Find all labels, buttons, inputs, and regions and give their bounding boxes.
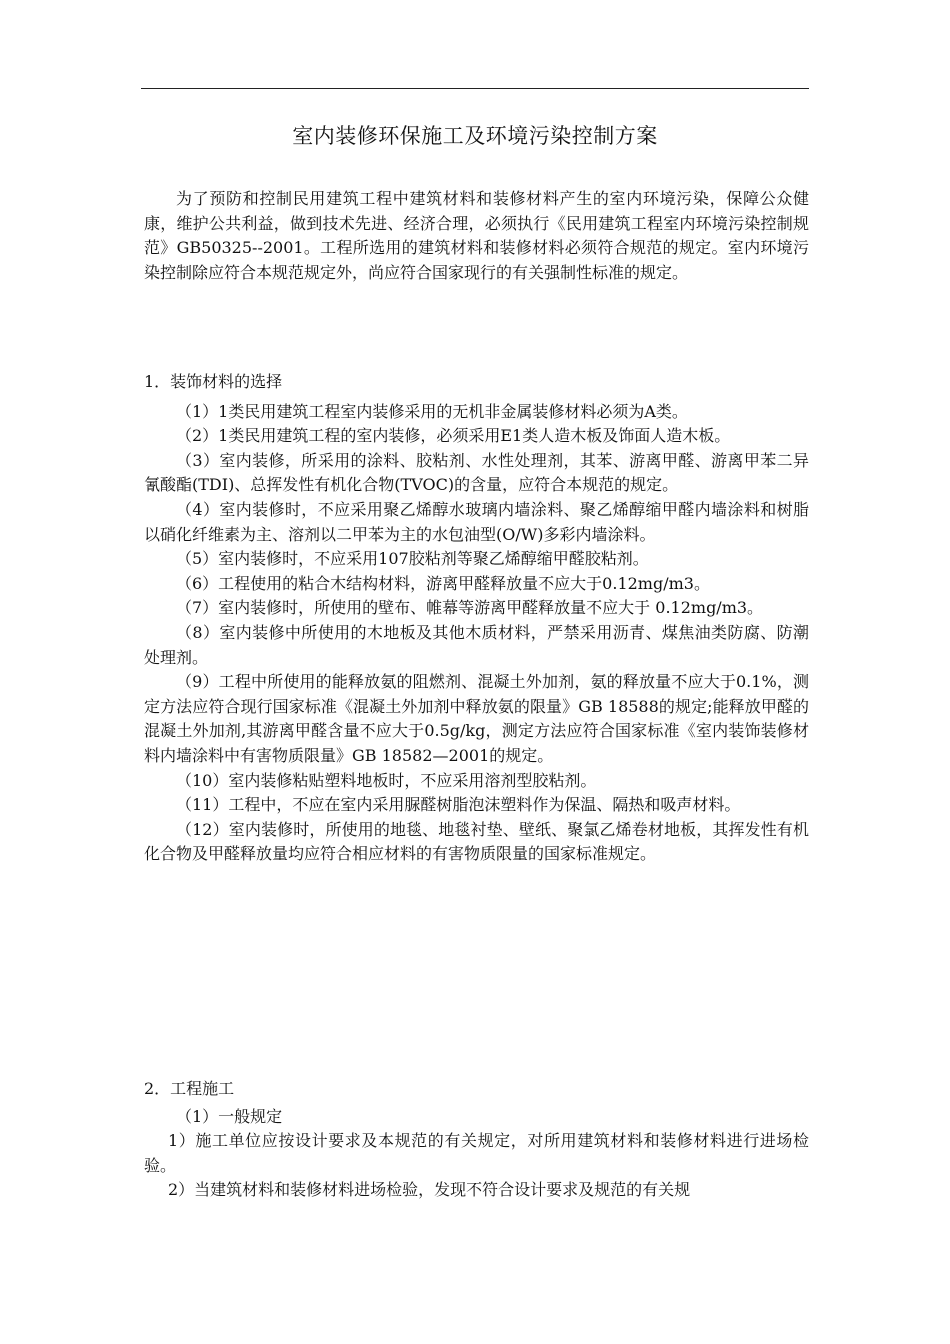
- subheading-general: （1）一般规定: [176, 1106, 283, 1126]
- list-item: （3）室内装修，所采用的涂料、胶粘剂、水性处理剂，其苯、游离甲醛、游离甲苯二异氰酸酯(TDI)、总挥发性有机化合物(TVOC)的含量，应符合本规范的规定。: [144, 450, 809, 495]
- list-item: 2）当建筑材料和装修材料进场检验，发现不符合设计要求及规范的有关规: [168, 1180, 691, 1200]
- section-construction: [144, 1077, 809, 1203]
- list-item: （11）工程中，不应在室内采用脲醛树脂泡沫塑料作为保温、隔热和吸声材料。: [176, 795, 741, 815]
- list-item: （10）室内装修粘贴塑料地板时，不应采用溶剂型胶粘剂。: [176, 770, 597, 790]
- list-item: （6）工程使用的粘合木结构材料，游离甲醛释放量不应大于0.12mg/m3。: [176, 573, 710, 593]
- list-item: （9）工程中所使用的能释放氨的阻燃剂、混凝土外加剂，氨的释放量不应大于0.1%，测定方法应符合现行国家标准《混凝土外加剂中释放氨的限量》GB 18588的规定;能释放甲醛的混凝土外加剂,其游离甲醛含量不应大于0.5g/kg，测定方法应符合国家标准《室内装饰装修材料内墙涂料中有害物质限量》GB 18582—2001的规定。: [144, 672, 809, 765]
- section-heading-materials: 1．装饰材料的选择: [144, 372, 283, 391]
- section-materials: [144, 370, 809, 867]
- intro-paragraph: 为了预防和控制民用建筑工程中建筑材料和装修材料产生的室内环境污染，保障公众健康，维护公共利益，做到技术先进、经济合理，必须执行《民用建筑工程室内环境污染控制规范》GB50325--2001。工程所选用的建筑材料和装修材料必须符合规范的规定。室内环境污染控制除应符合本规范规定外，尚应符合国家现行的有关强制性标准的规定。: [144, 189, 809, 282]
- list-item: （4）室内装修时，不应采用聚乙烯醇水玻璃内墙涂料、聚乙烯醇缩甲醛内墙涂料和树脂以硝化纤维素为主、溶剂以二甲苯为主的水包油型(O/W)多彩内墙涂料。: [144, 499, 809, 544]
- list-item: （2）1类民用建筑工程的室内装修，必须采用E1类人造木板及饰面人造木板。: [176, 426, 731, 446]
- header-rule: [141, 88, 809, 89]
- intro-block: [144, 187, 809, 285]
- list-item: （5）室内装修时，不应采用107胶粘剂等聚乙烯醇缩甲醛胶粘剂。: [176, 549, 649, 569]
- section-heading-construction: 2．工程施工: [144, 1079, 235, 1098]
- list-item: 1）施工单位应按设计要求及本规范的有关规定，对所用建筑材料和装修材料进行进场检验。: [144, 1131, 809, 1175]
- list-item: （1）1类民用建筑工程室内装修采用的无机非金属装修材料必须为A类。: [176, 401, 688, 421]
- list-item: （7）室内装修时，所使用的壁布、帷幕等游离甲醛释放量不应大于 0.12mg/m3。: [176, 598, 764, 618]
- list-item: （8）室内装修中所使用的木地板及其他木质材料，严禁采用沥青、煤焦油类防腐、防潮处理剂。: [144, 622, 809, 667]
- list-item: （12）室内装修时，所使用的地毯、地毯衬垫、壁纸、聚氯乙烯卷材地板，其挥发性有机化合物及甲醛释放量均应符合相应材料的有害物质限量的国家标准规定。: [144, 819, 809, 864]
- document-title: 室内装修环保施工及环境污染控制方案: [292, 124, 658, 148]
